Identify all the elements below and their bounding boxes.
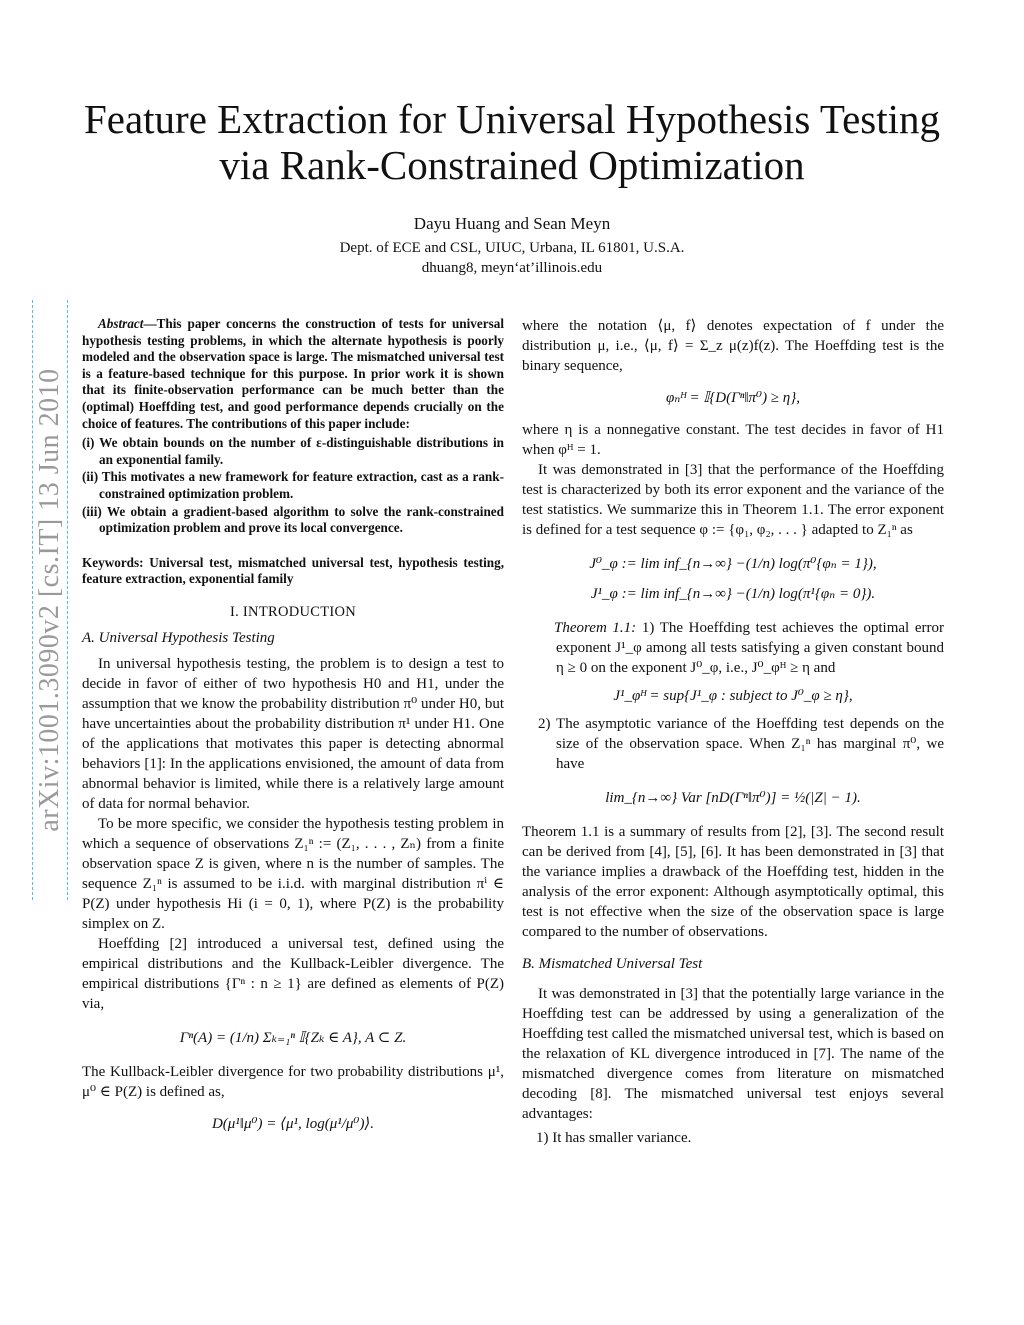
- contributions-list: [82, 435, 504, 537]
- theorem-1-1: [522, 618, 944, 808]
- affiliation: Dept. of ECE and CSL, UIUC, Urbana, IL 61801, U.S.A.: [339, 240, 685, 256]
- contribution-item: (ii) This motivates a new framework for feature extraction, cast as a rank-constrained optimization problem.: [82, 469, 504, 501]
- contribution-item: (iii) We obtain a gradient-based algorithm to solve the rank-constrained optimization problem and prove its local convergence.: [82, 503, 504, 536]
- equation-j0: J⁰_φ := lim inf_{n→∞} −(1/n) log(π⁰{φₙ = 1}),: [589, 556, 877, 572]
- paragraph: Hoeffding [2] introduced a universal test, defined using the empirical distributions and the Kullback-Leibler divergence. The empirical distributions {Γⁿ : n ≥ 1} are defined as elements of P(Z) via,: [82, 935, 504, 1012]
- paragraph: In universal hypothesis testing, the problem is to design a test to decide in favor of either of two hypothesis H0 and H1, under the assumption that we know the probability distribution π⁰ under H0, but have uncertainties about the probability distribution π¹ under H1. One of the applications that motivates this paper is detecting abnormal behaviors [1]: In the applications envisioned, the amount of data from abnormal behavior is limited, while there is a relatively large amount of data for normal behavior.: [82, 655, 504, 812]
- subsection-heading: A. Universal Hypothesis Testing: [82, 629, 275, 646]
- theorem-item-1: 1) The Hoeffding test achieves the optimal error exponent J¹_φ among all tests satisfying a given constant bound η ≥ 0 on the exponent J⁰_φ, i.e., J⁰_φᴴ ≥ η and: [556, 620, 945, 676]
- title-line-2: via Rank-Constrained Optimization: [219, 142, 805, 188]
- paragraph: It was demonstrated in [3] that the performance of the Hoeffding test is characterized by both its error exponent and the variance of the test statistics. We summarize this in Theorem 1.1. The error exponent is defined for a test sequence φ := {φ₁, φ₂, . . . } adapted to Z₁ⁿ as: [522, 462, 944, 538]
- paper-title: [70, 96, 954, 188]
- subsection-heading: B. Mismatched Universal Test: [522, 956, 703, 972]
- equation-variance: lim_{n→∞} Var [nD(Γⁿ‖π⁰)] = ½(|Z| − 1).: [605, 790, 861, 806]
- paragraph: To be more specific, we consider the hypothesis testing problem in which a sequence of observations Z₁ⁿ := (Z₁, . . . , Zₙ) from a finite observation space Z is given, where n is the number of samples. The sequence Z₁ⁿ is assumed to be i.i.d. with marginal distribution πⁱ ∈ P(Z) under hypothesis Hi (i = 0, 1), where P(Z) is the probability simplex on Z.: [82, 815, 504, 932]
- theorem-item: [522, 618, 944, 678]
- equation-hoeffding: φₙᴴ = 𝕀{D(Γⁿ‖π⁰) ≥ η},: [666, 390, 800, 406]
- title-line-1: Feature Extraction for Universal Hypothesis Testing: [83, 96, 941, 142]
- arxiv-identifier[interactable]: arXiv:1001.3090v2 [cs.IT] 13 Jun 2010: [32, 300, 68, 900]
- theorem-label: Theorem 1.1:: [554, 620, 637, 636]
- paragraph: It was demonstrated in [3] that the potentially large variance in the Hoeffding test can be addressed by using a generalization of the Hoeffding test called the mismatched universal test, which is based on the relaxation of KL divergence introduced in [7]. The name of the mismatched divergence comes from literature on mismatched decoding [8]. The mismatched universal test enjoys several advantages:: [522, 986, 944, 1122]
- right-column: [522, 316, 944, 1148]
- abstract-text: —This paper concerns the construction of tests for universal hypothesis testing problems, in which the alternate hypothesis is poorly modeled and the observation space is large. The mismatched universal test is a feature-based technique for this purpose. In prior work it is shown that its finite-observation performance can be much better than the (optimal) Hoeffding test, and good performance depends crucially on the choice of features. The contributions of this paper include:: [82, 316, 504, 431]
- abstract-label: Abstract: [98, 316, 144, 331]
- paragraph: where the notation ⟨μ, f⟩ denotes expectation of f under the distribution μ, i.e., ⟨μ, f⟩ = Σ_z μ(z)f(z). The Hoeffding test is the binary sequence,: [522, 318, 944, 374]
- abstract: [82, 316, 504, 432]
- equation-kl: D(μ¹‖μ⁰) = ⟨μ¹, log(μ¹/μ⁰)⟩.: [211, 1115, 375, 1132]
- authors: Dayu Huang and Sean Meyn: [413, 214, 611, 233]
- left-column: [82, 316, 504, 1142]
- paragraph: The Kullback-Leibler divergence for two probability distributions μ¹, μ⁰ ∈ P(Z) is defined as,: [82, 1063, 504, 1100]
- equation-sup: J¹_φᴴ = sup{J¹_φ : subject to J⁰_φ ≥ η},: [613, 688, 853, 704]
- paragraph: Theorem 1.1 is a summary of results from [2], [3]. The second result can be derived from [4], [5], [6]. It has been demonstrated in [3] that the variance implies a drawback of the Hoeffding test, hidden in the analysis of the error exponent: Although asymptotically optimal, this test is not effective when the size of the observation space is large compared to the number of observations.: [522, 824, 944, 940]
- email: dhuang8, meyn‘at’illinois.edu: [421, 260, 603, 276]
- contribution-item: (i) We obtain bounds on the number of ε-distinguishable distributions in an exponential family.: [82, 435, 504, 467]
- equation-empirical: Γⁿ(A) = (1/n) Σₖ₌₁ⁿ 𝕀{Zₖ ∈ A}, A ⊂ Z.: [179, 1029, 407, 1046]
- list-item: 1) It has smaller variance.: [536, 1130, 692, 1146]
- paragraph: where η is a nonnegative constant. The test decides in favor of H1 when φᴴ = 1.: [522, 422, 944, 458]
- keywords: Keywords: Universal test, mismatched universal test, hypothesis testing, feature extraction, exponential family: [82, 554, 504, 587]
- theorem-item-2: 2) The asymptotic variance of the Hoeffding test depends on the size of the observation space. When Z₁ⁿ has marginal π⁰, we have: [538, 716, 944, 772]
- equation-j1: J¹_φ := lim inf_{n→∞} −(1/n) log(π¹{φₙ = 0}).: [590, 586, 876, 602]
- affiliation-block: [0, 238, 1024, 278]
- section-heading: I. INTRODUCTION: [229, 603, 357, 620]
